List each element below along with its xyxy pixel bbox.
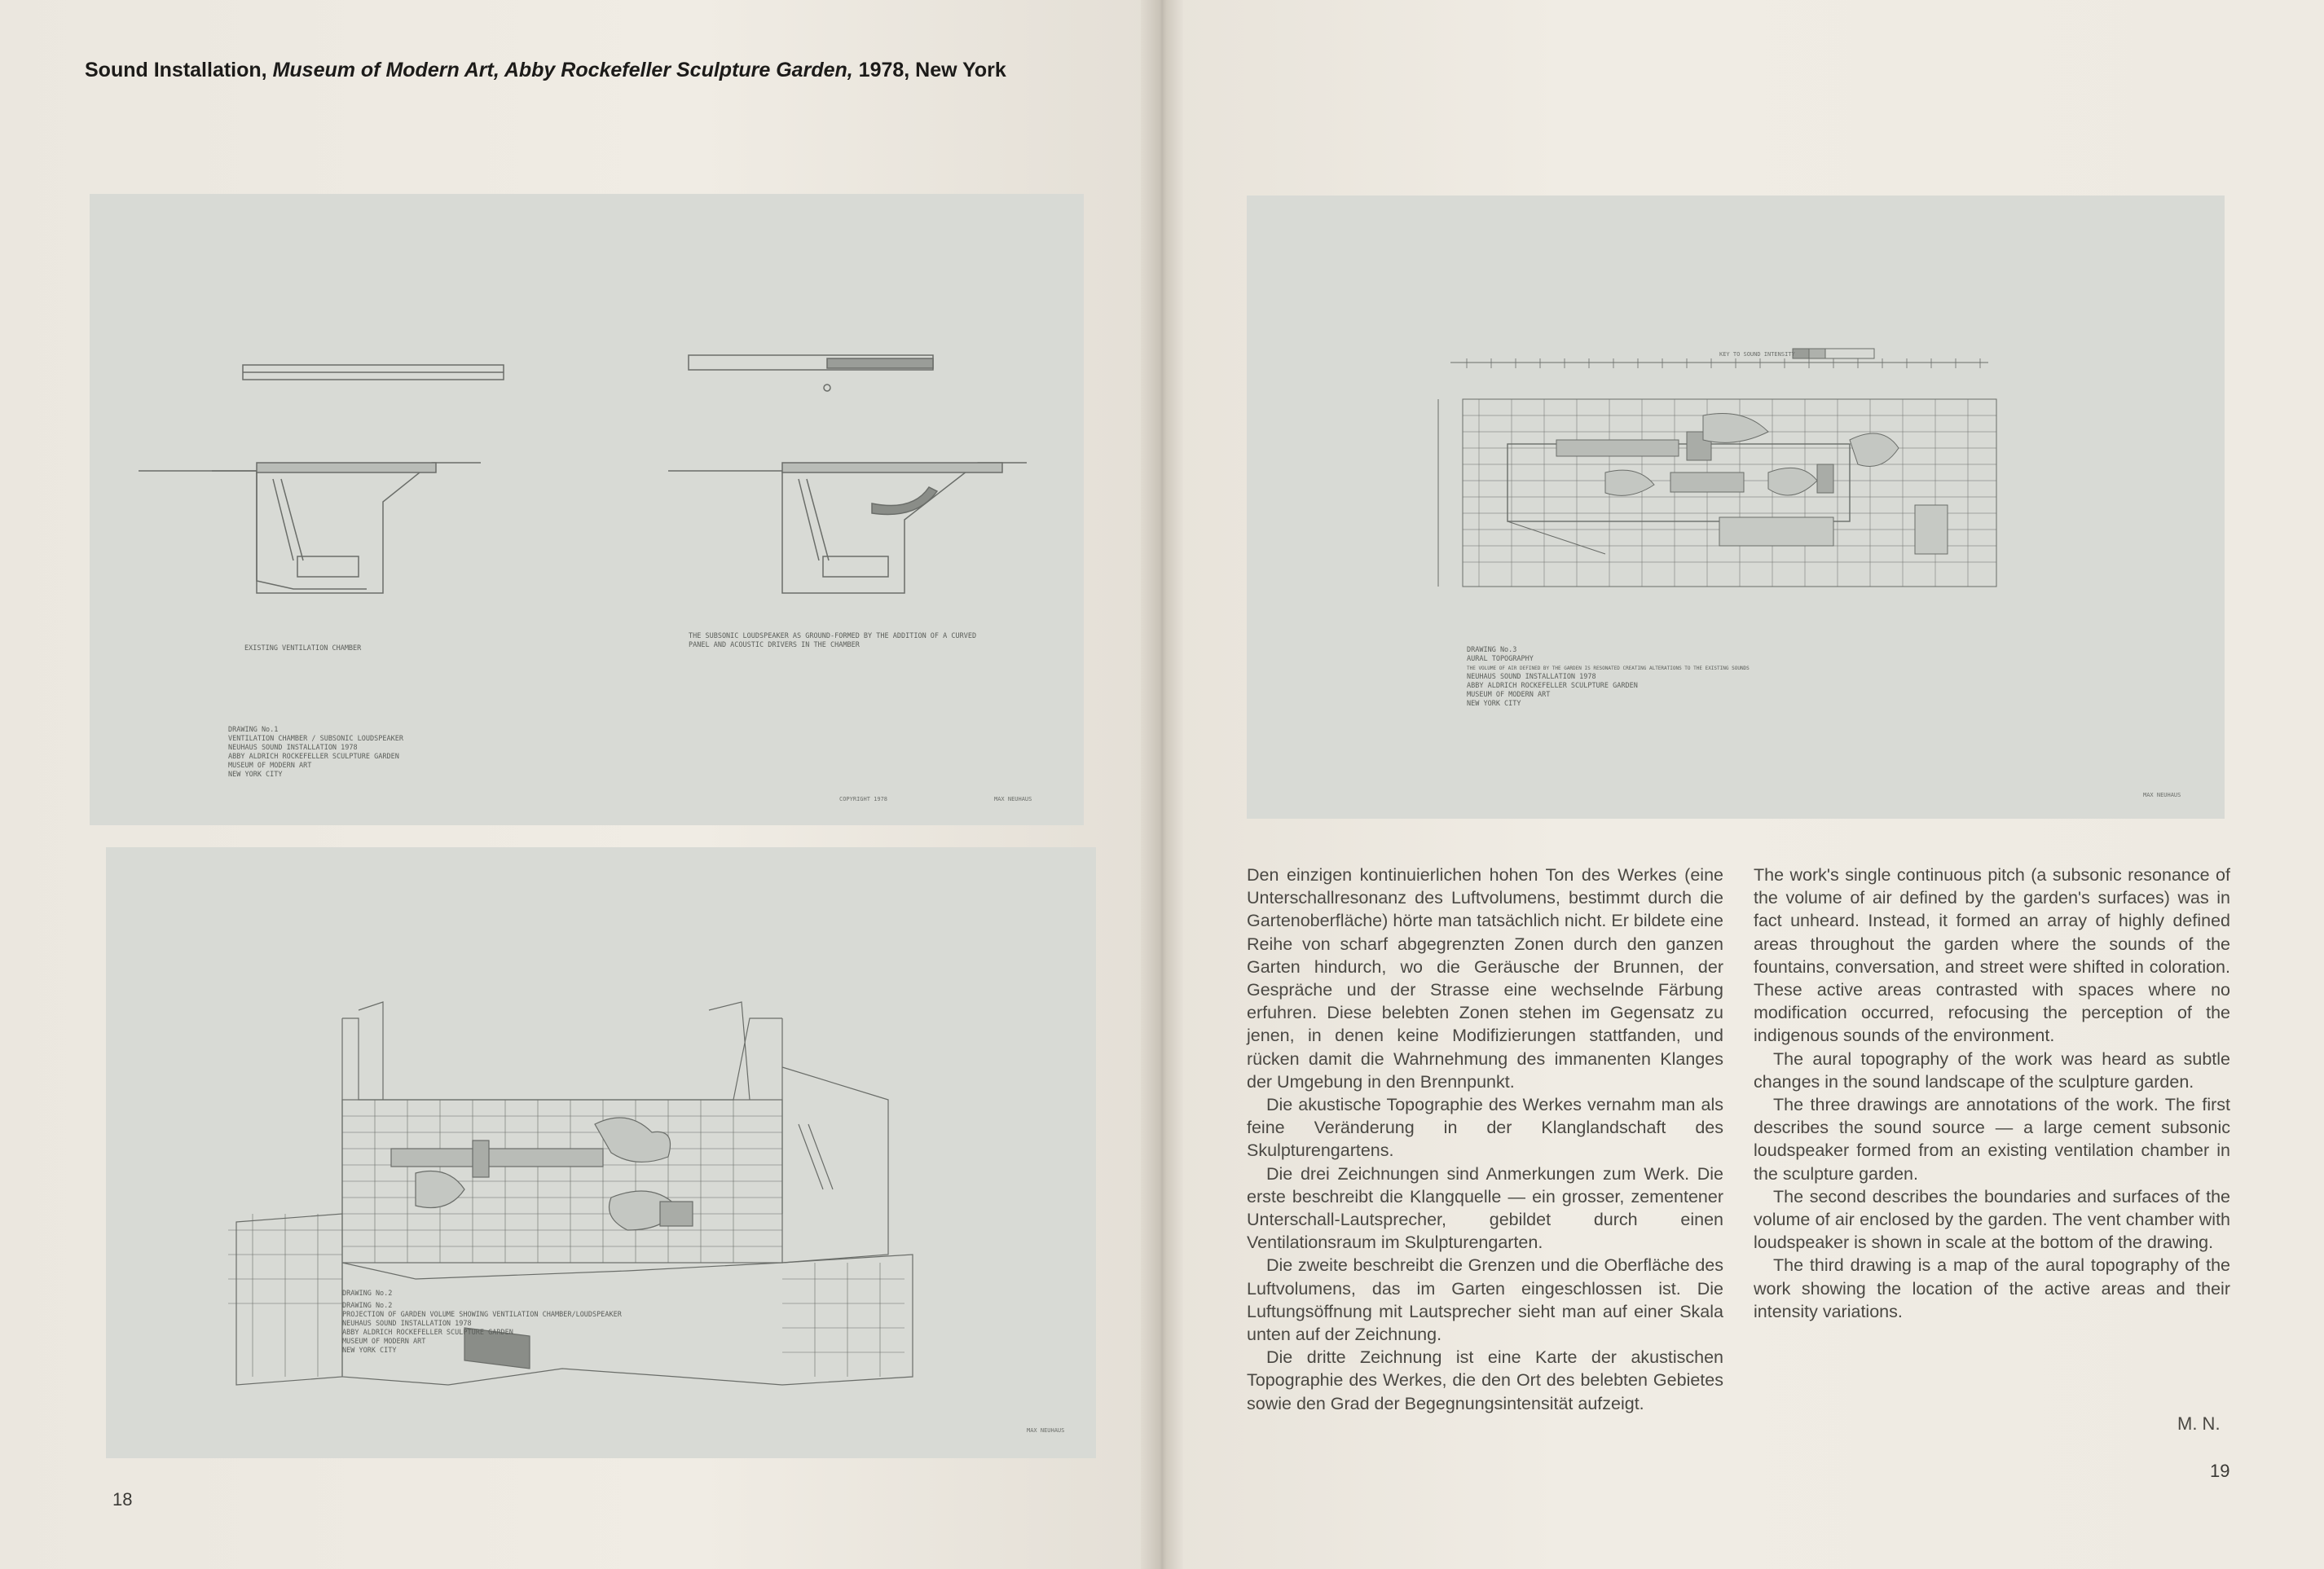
german-text-column — [1247, 864, 1723, 1415]
drawing-2-caption-line-4: ABBY ALDRICH ROCKEFELLER SCULPTURE GARDEN — [342, 1329, 513, 1337]
english-paragraph-3: The three drawings are annotations of the work. The first describes the sound source — a large cement subsonic loudspeaker formed from an existing ventilation chamber in the sculpture garden. — [1754, 1095, 2230, 1184]
drawing-3-plate — [1247, 196, 2225, 819]
drawing-3-caption-6: MUSEUM OF MODERN ART — [1467, 691, 1551, 699]
spine-gutter — [1141, 0, 1183, 1569]
headline-italic: Museum of Modern Art, Abby Rockefeller Sculpture Garden, — [272, 59, 853, 81]
drawing-1-caption-6: NEW YORK CITY — [228, 771, 283, 779]
drawing-2-projection — [106, 847, 1096, 1458]
drawing-2-caption-line-5: MUSEUM OF MODERN ART — [342, 1338, 426, 1346]
page-number-right: 19 — [2210, 1461, 2230, 1481]
english-text-column — [1754, 864, 2230, 1323]
german-paragraph-5: Die dritte Zeichnung ist eine Karte der akustischen Topographie des Werkes, die den Ort des belebten Gebietes sowie den Grad der Begegnungsintensität aufzeigt. — [1247, 1347, 1723, 1413]
drawing-3-caption-1: DRAWING No.3 — [1467, 646, 1517, 654]
drawing-2-caption-1: DRAWING No.2 — [342, 1290, 393, 1298]
drawing-1-caption-2: VENTILATION CHAMBER / SUBSONIC LOUDSPEAKER — [228, 735, 403, 743]
author-initials: M. N. — [2177, 1413, 2221, 1434]
drawing-3-scale-label: KEY TO SOUND INTENSITY — [1719, 351, 1795, 358]
drawing-3-caption-4: NEUHAUS SOUND INSTALLATION 1978 — [1467, 673, 1596, 681]
headline-tail: 1978, New York — [852, 59, 1006, 81]
drawing-1-stamp: MAX NEUHAUS — [994, 796, 1032, 802]
page-number-left: 18 — [112, 1489, 133, 1510]
english-paragraph-2: The aural topography of the work was heard as subtle changes in the sound landscape of the sculpture garden. — [1754, 1048, 2230, 1092]
drawing-1-label-left: EXISTING VENTILATION CHAMBER — [244, 644, 362, 653]
english-paragraph-1: The work's single continuous pitch (a subsonic resonance of the volume of air defined by the garden's surfaces) was in fact unheard. Instead, it formed an array of highly defined areas throughout the garden where the sounds of the fountains, conversation, and street were shifted in coloration. These active areas contrasted with spaces where no modification occurred, refocusing the perception of the indigenous sounds of the environment. — [1754, 865, 2230, 1046]
drawing-1-sections — [90, 194, 1084, 825]
drawing-1-caption-1: DRAWING No.1 — [228, 726, 279, 734]
drawing-3-caption — [1467, 646, 1750, 708]
page-headline — [85, 59, 1006, 82]
drawing-3-caption-5: ABBY ALDRICH ROCKEFELLER SCULPTURE GARDEN — [1467, 682, 1638, 690]
drawing-1-copyright: COPYRIGHT 1978 — [839, 796, 888, 802]
drawing-2-caption-line-6: NEW YORK CITY — [342, 1347, 397, 1355]
english-paragraph-5: The third drawing is a map of the aural topography of the work showing the location of the active areas and their intensity variations. — [1754, 1255, 2230, 1321]
drawing-3-caption-3: THE VOLUME OF AIR DEFINED BY THE GARDEN IS RESONATED CREATING ALTERATIONS TO THE EXISTING SOUNDS — [1467, 666, 1750, 671]
drawing-1-plate — [90, 194, 1084, 825]
english-paragraph-4: The second describes the boundaries and surfaces of the volume of air enclosed by the garden. The vent chamber with loudspeaker is shown in scale at the bottom of the drawing. — [1754, 1186, 2230, 1253]
drawing-2-caption-block — [342, 1302, 622, 1356]
german-paragraph-3: Die drei Zeichnungen sind Anmerkungen zum Werk. Die erste beschreibt die Klangquelle — ein grosser, zementener Unterschall-Lautsprecher, gebildet durch einen Ventilationsraum im Skulpturengarten. — [1247, 1163, 1723, 1253]
drawing-2-stamp: MAX NEUHAUS — [1027, 1427, 1065, 1434]
german-paragraph-1: Den einzigen kontinuierlichen hohen Ton des Werkes (eine Unterschallresonanz des Luftvolumens, bestimmt durch die Gartenoberfläche) hörte man tatsächlich nicht. Er bildete eine Reihe von scharf abgegrenzten Zonen durch den ganzen Garten hindurch, wo die Geräusche der Brunnen, der Gespräche und der Strasse eine wechselnde Färbung erfuhren. Diese belebten Zonen stehen im Gegensatz zu jenen, in denen keine Modifizierungen stattfanden, und rücken damit die Wahrnehmung des immanenten Klanges der Umgebung in den Brennpunkt. — [1247, 865, 1723, 1092]
drawing-1-label-right-1: THE SUBSONIC LOUDSPEAKER AS GROUND-FORMED BY THE ADDITION OF A CURVED — [689, 632, 977, 640]
drawing-1-label-right-2: PANEL AND ACOUSTIC DRIVERS IN THE CHAMBER — [689, 641, 860, 649]
drawing-1-caption-5: MUSEUM OF MODERN ART — [228, 762, 312, 770]
drawing-2-caption-line-1: DRAWING No.2 — [342, 1302, 393, 1310]
drawing-3-stamp: MAX NEUHAUS — [2143, 792, 2181, 798]
drawing-3-map — [1247, 196, 2225, 819]
drawing-3-caption-2: AURAL TOPOGRAPHY — [1467, 655, 1534, 663]
drawing-2-caption-line-2: PROJECTION OF GARDEN VOLUME SHOWING VENTILATION CHAMBER/LOUDSPEAKER — [342, 1311, 622, 1319]
headline-plain: Sound Installation, — [85, 59, 273, 81]
drawing-2-caption-line-3: NEUHAUS SOUND INSTALLATION 1978 — [342, 1320, 472, 1328]
german-paragraph-2: Die akustische Topographie des Werkes vernahm man als feine Veränderung in der Klanglandschaft des Skulpturengartens. — [1247, 1095, 1723, 1161]
drawing-1-caption-4: ABBY ALDRICH ROCKEFELLER SCULPTURE GARDEN — [228, 753, 399, 761]
drawing-3-caption-7: NEW YORK CITY — [1467, 700, 1521, 708]
drawing-1-caption-3: NEUHAUS SOUND INSTALLATION 1978 — [228, 744, 358, 752]
drawing-2-plate — [106, 847, 1096, 1458]
german-paragraph-4: Die zweite beschreibt die Grenzen und die Oberfläche des Luftvolumens, das im Garten eingeschlossen ist. Die Luftungsöffnung mit Lautsprecher sieht man auf einer Skala unten auf der Zeichnung. — [1247, 1255, 1723, 1345]
